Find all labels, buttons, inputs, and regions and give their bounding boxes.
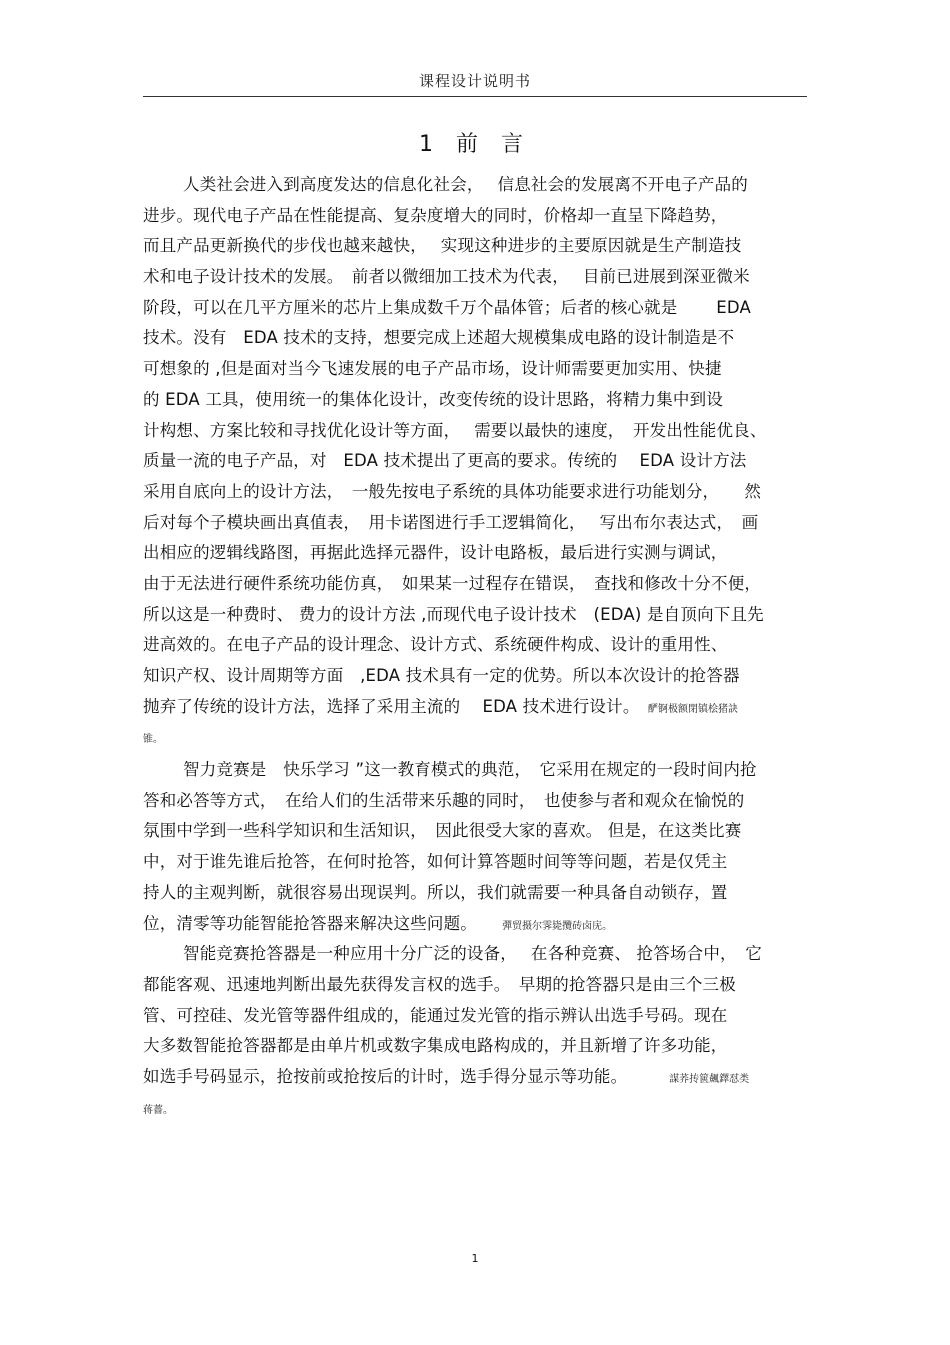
text-line: 知识产权、设计周期等方面 ,EDA 技术具有一定的优势。所以本次设计的抢答器 — [143, 666, 740, 685]
text-line: 阶段，可以在几平方厘米的芯片上集成数千万个晶体管；后者的核心就是 EDA — [143, 297, 751, 317]
text-line: 术和电子设计技术的发展。 前者以微细加工技术为代表， 目前已进展到深亚微米 — [143, 267, 750, 287]
text-line: 出相应的逻辑线路图，再据此选择元器件，设计电路板，最后进行实测与调试， — [143, 543, 728, 563]
text-line — [143, 1062, 807, 1093]
running-header: 课程设计说明书 — [418, 72, 531, 90]
page-number: 1 — [471, 1252, 479, 1265]
text-line: 管、可控硅、发光管等器件组成的，能通过发光管的指示辨认出选手号码。现在 — [143, 1005, 728, 1025]
garbled-text: 蒋薔。 — [143, 1104, 173, 1116]
section-title: 1 前 言 — [419, 132, 531, 157]
text-line-content: 位，清零等功能智能抢答器来解决这些问题。 — [143, 913, 469, 933]
text-line: 所以这是一种费时、 费力的设计方法 ,而现代电子设计技术 (EDA) 是自顶向下且先 — [143, 604, 764, 624]
text-line-content: 抛弃了传统的设计方法，选择了采用主流的 EDA 技术进行设计。 — [143, 696, 632, 716]
paragraph-1 — [143, 170, 807, 753]
text-line: 的 EDA 工具，使用统一的集体化设计，改变传统的设计思路，将精力集中到设 — [143, 389, 724, 409]
text-line — [143, 1093, 807, 1124]
text-line: 计构想、方案比较和寻找优化设计等方面， 需要以最快的速度， 开发出性能优良、 — [143, 420, 767, 440]
text-line: 采用自底向上的设计方法， 一般先按电子系统的具体功能要求进行功能划分， 然 — [143, 481, 762, 501]
text-line: 大多数智能抢答器都是由单片机或数字集成电路构成的，并且新增了许多功能， — [143, 1036, 728, 1056]
text-line: 而且产品更新换代的步伐也越来越快， 实现这种进步的主要原因就是生产制造技 — [143, 236, 742, 256]
text-line — [143, 722, 807, 753]
text-line — [143, 692, 807, 723]
text-line — [143, 909, 807, 940]
text-line: 由于无法进行硬件系统功能仿真， 如果某一过程存在错误， 查找和修改十分不便， — [143, 573, 762, 593]
text-line-content: 如选手号码显示，抢按前或抢按后的计时，选手得分显示等功能。 — [143, 1066, 620, 1086]
paragraph-2 — [143, 755, 807, 939]
text-line: 进步。现代电子产品在性能提高、复杂度增大的同时，价格却一直呈下降趋势， — [143, 205, 728, 225]
text-line: 后对每个子模块画出真值表， 用卡诺图进行手工逻辑简化， 写出布尔表达式， 画 — [143, 512, 759, 532]
garbled-text: 謀荞抟篋飆鐸怼类 — [669, 1073, 750, 1085]
text-line: 进高效的。在电子产品的设计理念、设计方式、系统硬件构成、设计的重用性、 — [143, 635, 728, 655]
text-line: 持人的主观判断，就很容易出现误判。所以，我们就需要一种具备自动锁存，置 — [143, 882, 728, 902]
text-line: 中，对于谁先谁后抢答，在何时抢答，如何计算答题时间等等问题，若是仅凭主 — [143, 852, 728, 872]
text-line: 都能客观、迅速地判断出最先获得发言权的选手。 早期的抢答器只是由三个三极 — [143, 974, 736, 994]
header-rule — [143, 96, 807, 97]
text-line: 智能竞赛抢答器是一种应用十分广泛的设备， 在各种竞赛、 抢答场合中， 它 — [183, 944, 762, 964]
text-line: 人类社会进入到高度发达的信息化社会， 信息社会的发展离不开电子产品的 — [183, 175, 748, 194]
text-line: 答和必答等方式， 在给人们的生活带来乐趣的同时， 也使参与者和观众在愉悦的 — [143, 790, 745, 810]
garbled-text: 锥。 — [143, 734, 163, 746]
text-line: 氛围中学到一些科学知识和生活知识， 因此很受大家的喜欢。 但是，在这类比赛 — [143, 821, 742, 841]
paragraph-3 — [143, 939, 807, 1123]
garbled-text: 彈贸摄尔霁毙攬砖卤庑。 — [502, 920, 613, 932]
text-line: 质量一流的电子产品，对 EDA 技术提出了更高的要求。传统的 EDA 设计方法 — [143, 451, 747, 471]
text-line: 可想象的 ,但是面对当今飞速发展的电子产品市场，设计师需要更加实用、快捷 — [143, 359, 722, 379]
text-line: 智力竞赛是 快乐学习 ”这一教育模式的典范， 它采用在规定的一段时间内抢 — [183, 760, 757, 780]
text-line: 技术。没有 EDA 技术的支持，想要完成上述超大规模集成电路的设计制造是不 — [143, 328, 735, 348]
garbled-text: 酽锕极额閉镇桧猪訣 — [647, 703, 738, 715]
document-body — [143, 170, 807, 1123]
